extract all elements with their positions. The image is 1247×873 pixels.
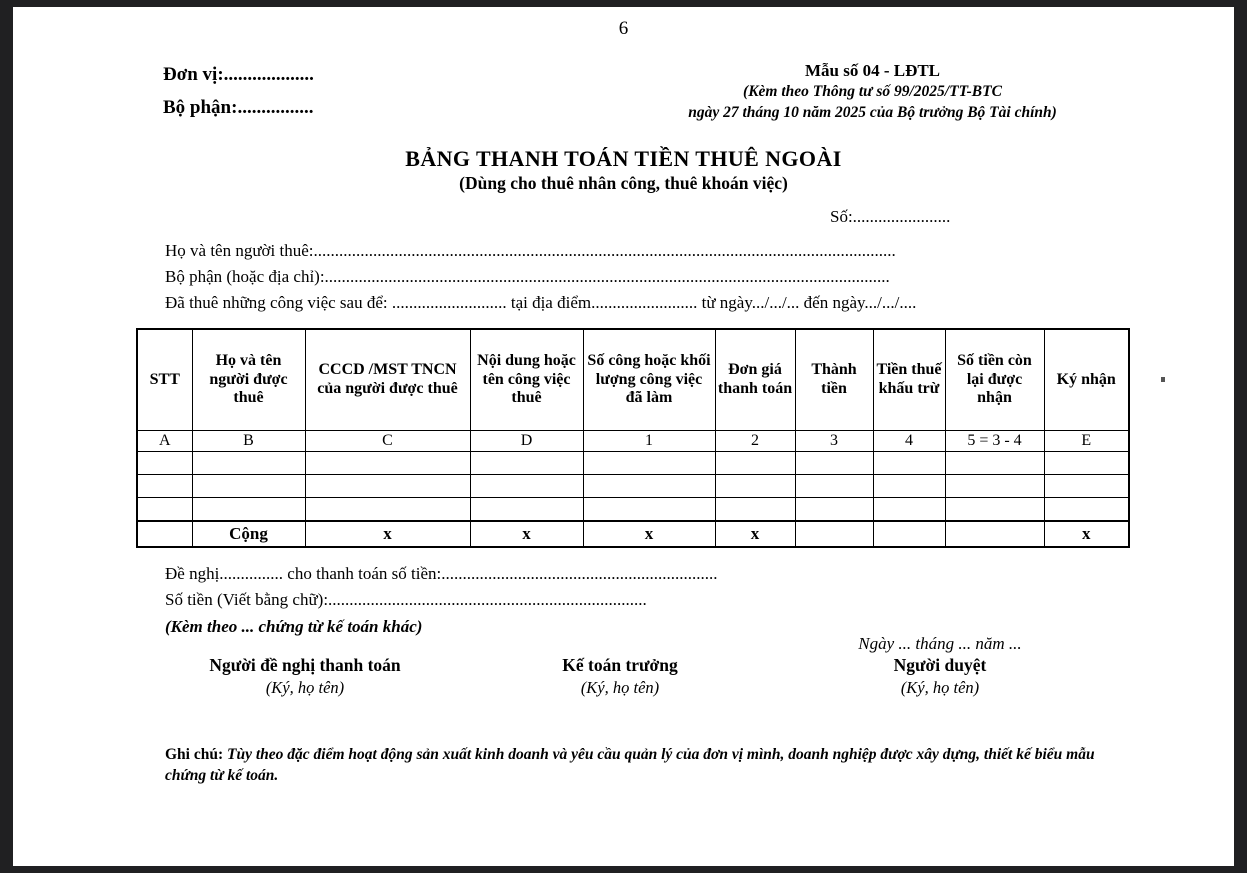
total-amount — [795, 521, 873, 547]
cell-stt[interactable] — [137, 475, 192, 498]
cell-amount[interactable] — [795, 498, 873, 522]
col-code-e: E — [1044, 431, 1129, 452]
cell-work-content[interactable] — [470, 475, 583, 498]
col-header-name: Họ và tên người được thuê — [192, 329, 305, 431]
hirer-name-field: Họ và tên người thuê:......................................................................................................................................... — [165, 241, 896, 260]
signature-block-requester — [155, 655, 455, 698]
total-quantity: x — [583, 521, 715, 547]
form-ref-line-2: ngày 27 tháng 10 năm 2025 của Bộ trưởng Bộ Tài chính) — [688, 103, 1057, 121]
payment-table — [136, 328, 1130, 548]
total-work-content: x — [470, 521, 583, 547]
col-code-d: D — [470, 431, 583, 452]
signature-block-chief-accountant — [490, 655, 750, 698]
page-number: 6 — [618, 18, 629, 39]
col-header-unit-price: Đơn giá thanh toán — [715, 329, 795, 431]
total-unit-price: x — [715, 521, 795, 547]
department-address-field: Bộ phận (hoặc địa chỉ):..................................................................................................................................... — [165, 266, 890, 286]
form-ref-line-1: (Kèm theo Thông tư số 99/2025/TT-BTC — [743, 83, 1002, 101]
signature-subtext: (Ký, họ tên) — [265, 678, 345, 697]
cell-net-amount[interactable] — [945, 475, 1044, 498]
cell-unit-price[interactable] — [715, 452, 795, 475]
cell-amount[interactable] — [795, 475, 873, 498]
cell-work-content[interactable] — [470, 498, 583, 522]
cell-stt[interactable] — [137, 452, 192, 475]
signature-subtext: (Ký, họ tên) — [580, 678, 660, 697]
form-reference-block — [660, 60, 1085, 123]
payment-table-wrapper — [136, 328, 1128, 548]
cell-quantity[interactable] — [583, 452, 715, 475]
date-line: Ngày ... tháng ... năm ... — [858, 634, 1022, 653]
amount-in-words-line: Số tiền (Viết bằng chữ):........................................................................... — [165, 590, 647, 610]
form-fields-block — [165, 238, 1085, 315]
col-header-stt: STT — [137, 329, 192, 431]
col-code-2: 2 — [715, 431, 795, 452]
cell-signature[interactable] — [1044, 475, 1129, 498]
cell-signature[interactable] — [1044, 498, 1129, 522]
col-header-quantity: Số công hoặc khối lượng công việc đã làm — [583, 329, 715, 431]
col-header-tax-withheld: Tiền thuế khấu trừ — [873, 329, 945, 431]
request-amount-line: Đề nghị............... cho thanh toán số tiền:................................................................. — [165, 564, 718, 583]
signature-subtext: (Ký, họ tên) — [900, 678, 980, 697]
cell-net-amount[interactable] — [945, 498, 1044, 522]
table-code-row — [137, 431, 1129, 452]
signature-role: Người duyệt — [893, 655, 987, 675]
col-code-3: 3 — [795, 431, 873, 452]
cell-id-tax[interactable] — [305, 452, 470, 475]
cell-name[interactable] — [192, 452, 305, 475]
col-code-b: B — [192, 431, 305, 452]
cell-id-tax[interactable] — [305, 475, 470, 498]
total-stt — [137, 521, 192, 547]
table-row[interactable] — [137, 452, 1129, 475]
cell-quantity[interactable] — [583, 498, 715, 522]
col-header-signature: Ký nhận — [1044, 329, 1129, 431]
cell-tax-withheld[interactable] — [873, 452, 945, 475]
cell-quantity[interactable] — [583, 475, 715, 498]
total-label: Cộng — [192, 521, 305, 547]
cell-tax-withheld[interactable] — [873, 475, 945, 498]
document-title: BẢNG THANH TOÁN TIỀN THUÊ NGOÀI — [405, 146, 842, 171]
col-header-net-amount: Số tiền còn lại được nhận — [945, 329, 1044, 431]
table-header-row — [137, 329, 1129, 431]
col-header-work-content: Nội dung hoặc tên công việc thuê — [470, 329, 583, 431]
cell-amount[interactable] — [795, 452, 873, 475]
total-net-amount — [945, 521, 1044, 547]
total-id-tax: x — [305, 521, 470, 547]
cell-work-content[interactable] — [470, 452, 583, 475]
footer-note — [165, 745, 1120, 787]
table-row[interactable] — [137, 475, 1129, 498]
signature-role: Kế toán trưởng — [562, 655, 678, 675]
signature-block-approver — [790, 655, 1090, 698]
col-code-4: 4 — [873, 431, 945, 452]
cell-signature[interactable] — [1044, 452, 1129, 475]
department-label: Bộ phận:................ — [163, 97, 314, 119]
cell-name[interactable] — [192, 475, 305, 498]
cell-id-tax[interactable] — [305, 498, 470, 522]
document-number-field: Số:....................... — [830, 207, 951, 226]
attachment-note: (Kèm theo ... chứng từ kế toán khác) — [165, 616, 423, 636]
unit-info-block — [163, 58, 314, 125]
col-header-id-tax: CCCD /MST TNCN của người được thuê — [305, 329, 470, 431]
unit-label: Đơn vị:................... — [163, 64, 314, 85]
cell-net-amount[interactable] — [945, 452, 1044, 475]
col-code-1: 1 — [583, 431, 715, 452]
form-code: Mẫu số 04 - LĐTL — [804, 61, 941, 80]
table-total-row — [137, 521, 1129, 547]
scan-artifact — [1161, 377, 1165, 382]
col-header-amount: Thành tiền — [795, 329, 873, 431]
cell-stt[interactable] — [137, 498, 192, 522]
document-subtitle: (Dùng cho thuê nhân công, thuê khoán việc) — [459, 173, 788, 193]
cell-name[interactable] — [192, 498, 305, 522]
table-row[interactable] — [137, 498, 1129, 522]
footer-note-label: Ghi chú: — [165, 746, 224, 763]
cell-tax-withheld[interactable] — [873, 498, 945, 522]
total-tax-withheld — [873, 521, 945, 547]
footer-note-text: Tùy theo đặc điểm hoạt động sản xuất kinh doanh và yêu cầu quản lý của đơn vị mình, doanh nghiệp được xây dựng, thiết kế biểu mẫu chứng từ kế toán. — [165, 746, 1095, 784]
cell-unit-price[interactable] — [715, 475, 795, 498]
signature-role: Người đề nghị thanh toán — [209, 655, 401, 675]
col-code-a: A — [137, 431, 192, 452]
total-signature: x — [1044, 521, 1129, 547]
col-code-c: C — [305, 431, 470, 452]
cell-unit-price[interactable] — [715, 498, 795, 522]
col-code-5: 5 = 3 - 4 — [945, 431, 1044, 452]
work-description-field: Đã thuê những công việc sau để: ........................... tại địa điểm......................... từ ngày.../.../... đến ngày.../.../.... — [165, 292, 917, 312]
request-block — [165, 561, 717, 640]
